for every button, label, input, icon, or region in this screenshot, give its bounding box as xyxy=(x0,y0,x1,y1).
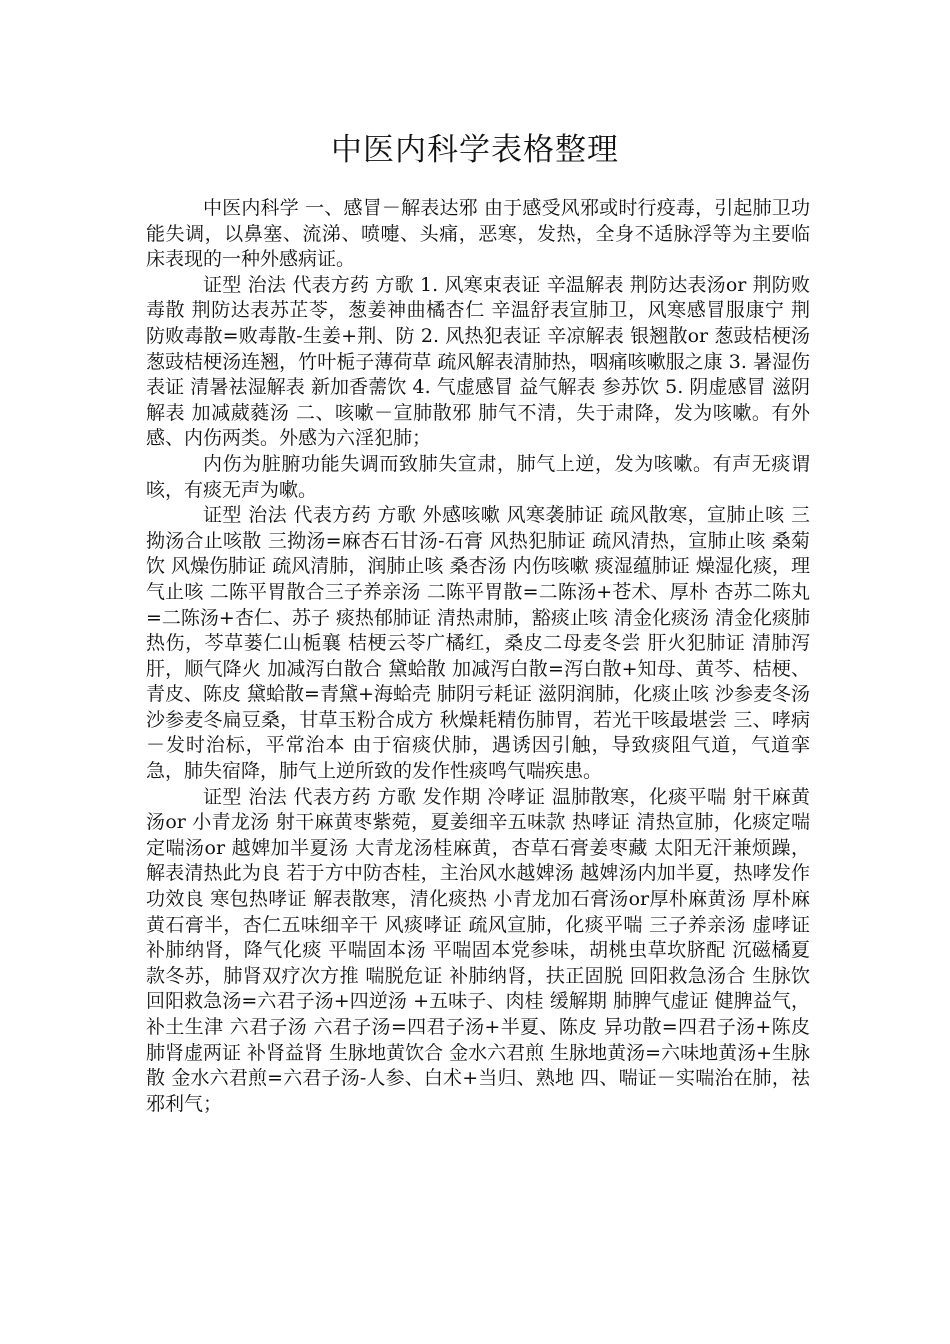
body-paragraph: 证型 治法 代表方药 方歌 外感咳嗽 风寒袭肺证 疏风散寒，宣肺止咳 三拗汤合止咳散 三拗汤=麻杏石甘汤-石膏 风热犯肺证 疏风清热，宣肺止咳 桑菊饮 风燥伤肺证 疏风清肺，润肺止咳 桑杏汤 内伤咳嗽 痰湿蕴肺证 燥湿化痰，理气止咳 二陈平胃散合三子养亲汤 二陈平胃散=二陈汤+苍术、厚朴 杏苏二陈丸=二陈汤+杏仁、苏子 痰热郁肺证 清热肃肺，豁痰止咳 清金化痰汤 清金化痰肺热伤，芩草蒌仁山栀襄 桔梗云苓广橘红，桑皮二母麦冬尝 肝火犯肺证 清肺泻肝，顺气降火 加减泻白散合 黛蛤散 加减泻白散=泻白散+知母、黄芩、桔梗、青皮、陈皮 黛蛤散=青黛+海蛤壳 肺阴亏耗证 滋阴润肺，化痰止咳 沙参麦冬汤 沙参麦冬扁豆桑，甘草玉粉合成方 秋燥耗精伤肺胃，若光干咳最堪尝 三、哮病－发时治标，平常治本 由于宿痰伏肺，遇诱因引触，导致痰阻气道，气道挛急，肺失宿降，肺气上逆所致的发作性痰鸣气喘疾患。 xyxy=(146,504,810,783)
document-title: 中医内科学表格整理 xyxy=(331,132,619,168)
body-paragraph: 内伤为脏腑功能失调而致肺失宣肃，肺气上逆，发为咳嗽。有声无痰谓咳，有痰无声为嗽。 xyxy=(146,452,810,501)
body-paragraph: 证型 治法 代表方药 方歌 1. 风寒束表证 辛温解表 荆防达表汤or 荆防败毒散 荆防达表苏芷苓，葱姜神曲橘杏仁 辛温舒表宣肺卫，风寒感冒服康宁 荆防败毒散=败毒散-生姜+荆、防 2. 风热犯表证 辛凉解表 银翘散or 葱豉桔梗汤 葱豉桔梗汤连翘，竹叶栀子薄荷草 疏风解表清肺热，咽痛咳嗽服之康 3. 暑湿伤表证 清暑祛湿解表 新加香薷饮 4. 气虚感冒 益气解表 参苏饮 5. 阴虚感冒 滋阴解表 加减葳蕤汤 二、咳嗽－宣肺散邪 肺气不清，失于肃降，发为咳嗽。有外感、内伤两类。外感为六淫犯肺； xyxy=(146,273,810,450)
body-paragraph: 证型 治法 代表方药 方歌 发作期 冷哮证 温肺散寒，化痰平喘 射干麻黄汤or 小青龙汤 射干麻黄枣紫菀，夏姜细辛五味款 热哮证 清热宣肺，化痰定喘 定喘汤or 越婢加半夏汤 大青龙汤桂麻黄，杏草石膏姜枣藏 太阳无汗兼烦躁，解表清热此为良 若于方中防杏桂，主治风水越婢汤 越婢汤内加半夏，热哮发作功效良 寒包热哮证 解表散寒，清化痰热 小青龙加石膏汤or厚朴麻黄汤 厚朴麻黄石膏半，杏仁五味细辛干 风痰哮证 疏风宣肺，化痰平喘 三子养亲汤 虚哮证 补肺纳肾，降气化痰 平喘固本汤 平喘固本党参味，胡桃虫草坎脐配 沉磁橘夏款冬苏，肺肾双疗次方推 喘脱危证 补肺纳肾，扶正固脱 回阳救急汤合 生脉饮 回阳救急汤=六君子汤+四逆汤 +五味子、肉桂 缓解期 肺脾气虚证 健脾益气，补土生津 六君子汤 六君子汤=四君子汤+半夏、陈皮 异功散=四君子汤+陈皮 肺肾虚两证 补肾益肾 生脉地黄饮合 金水六君煎 生脉地黄汤=六味地黄汤+生脉散 金水六君煎=六君子汤-人参、白术+当归、熟地 四、喘证－实喘治在肺，祛邪利气； xyxy=(146,785,810,1115)
document-body xyxy=(146,196,810,1117)
body-paragraph: 中医内科学 一、感冒－解表达邪 由于感受风邪或时行疫毒，引起肺卫功能失调，以鼻塞、流涕、喷嚏、头痛，恶寒，发热，全身不适脉浮等为主要临床表现的一种外感病证。 xyxy=(146,197,810,271)
